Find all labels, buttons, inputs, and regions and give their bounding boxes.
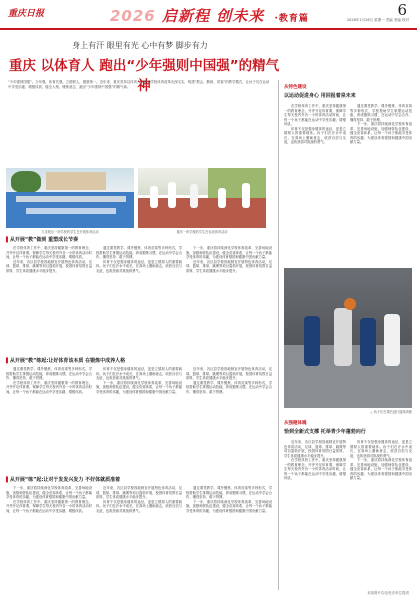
special-banner: [110, 5, 309, 26]
page-number: 6: [397, 1, 407, 19]
body-column-8: 近年来，各区县学校因地制宜开展特色体育活动，足球、篮球、排球、跳绳等项目蓬勃开展，校园体育氛围日益浓厚，学生体质健康水平稳步提升。 体育不仅是强身健体的途径，更是立德树人的重要载体。孩子们在汗水中成长，在赛场上磨砺意志，收获自信与友谊，也收获面对挑战的勇气。: [96, 486, 182, 513]
article-lead: “少年强则国强”。少年强，体育先强。立德树人，健康第一。近年来，重庆坚持以体育人，推动学校体育改革走深走实，构建“教会、勤练、常赛”的教学模式，让孩子们在运动中享受乐趣、增强体质、健全人格、锤炼意志，跑出“少年强则中国强”的精气神。: [8, 80, 270, 89]
body-column-5: 体育不仅是强身健体的途径，更是立德树人的重要载体。孩子们在汗水中成长，在赛场上磨砺意志，收获自信与友谊，也收获面对挑战的勇气。 下一步，重庆将持续深化学校体育改革，完善场地设施，加强师资队伍建设，健全竞赛体系，让每一个孩子都能享受体育的乐趣，为建设体育强国和健康中国贡献力量。: [96, 367, 182, 394]
sidebar-title-2: 从强健体魄: [284, 421, 307, 426]
article-kicker: 身上有汗 眼里有光 心中有梦 脚步有力: [72, 41, 208, 50]
sidebar-column-1: 在学校体育工作中，重庆坚持健康第一的教育理念，开齐开足体育课，保障学生每天校内外各一小时体育活动时间，让每一个孩子都能在运动中享受乐趣、增强体质。 体育不仅是强身健体的途径，更是立德树人的重要载体。孩子们在汗水中成长，在赛场上磨砺意志，收获自信与友谊，也收获面对挑战的勇气。: [284, 104, 346, 144]
sidebar-title-1: 从特色建设: [284, 85, 307, 90]
body-column-7: 下一步，重庆将持续深化学校体育改革，完善场地设施，加强师资队伍建设，健全竞赛体系，让每一个孩子都能享受体育的乐趣，为建设体育强国和健康中国贡献力量。 在学校体育工作中，重庆坚持健康第一的教育理念，开齐开足体育课，保障学生每天校内外各一小时体育活动时间，让每一个孩子都能在运动中享受乐趣、增强体质。: [6, 486, 92, 513]
photo-right-caption: 重庆一所学校的学生在参加体育活动: [176, 230, 228, 234]
body-column-6: 近年来，各区县学校因地制宜开展特色体育活动，足球、篮球、排球、跳绳等项目蓬勃开展，校园体育氛围日益浓厚，学生体质健康水平稳步提升。 通过课堂教学、课外锻炼、体育竞赛等多种形式，学校帮助学生掌握运动技能，养成锻炼习惯，在运动中学会合作、懂得坚持、敢于拼搏。: [186, 367, 272, 394]
photo-left-caption: 九龙坡区一所学校的学生在开展体育运动: [41, 230, 99, 234]
sidebar-subtitle-2: 恰到全新式支撑 托举青少年蓬勃向行: [284, 429, 366, 435]
photo-left: [6, 168, 134, 228]
banner-main: 启新程 创未来: [161, 7, 265, 25]
banner-sub: ·教育篇: [274, 14, 309, 24]
newspaper-logo: 重庆日报: [8, 9, 45, 19]
section-heading-3: ▌从开展“练”起:让对于发发兴发力 不好体就质准着: [6, 477, 121, 483]
body-column-4: 通过课堂教学、课外锻炼、体育竞赛等多种形式，学校帮助学生掌握运动技能，养成锻炼习惯，在运动中学会合作、懂得坚持、敢于拼搏。 在学校体育工作中，重庆坚持健康第一的教育理念，开齐开足体育课，保障学生每天校内外各一小时体育活动时间，让每一个孩子都能在运动中享受乐趣、增强体质。: [6, 367, 92, 394]
section-heading-1: ▌从开展“教”做到 重塑成长节奏: [6, 237, 79, 243]
photo-bottom-right: [284, 268, 412, 408]
page-footer: 本版图片均由受访单位提供: [367, 591, 409, 595]
banner-year: 2026: [110, 7, 156, 25]
article-headline: 重庆 以体育人 跑出“少年强则中国强”的精气神: [8, 58, 280, 94]
sidebar-subtitle-1: 以运动促进身心 用回报着泉未来: [284, 93, 356, 99]
body-column-2: 通过课堂教学、课外锻炼、体育竞赛等多种形式，学校帮助学生掌握运动技能，养成锻炼习惯，在运动中学会合作、懂得坚持、敢于拼搏。 体育不仅是强身健体的途径，更是立德树人的重要载体。孩子们在汗水中成长，在赛场上磨砺意志，收获自信与友谊，也收获面对挑战的勇气。: [96, 246, 182, 273]
photo-right: [138, 168, 266, 228]
dateline: 2026年1月26日 星期一 责编 美编 校对: [346, 18, 409, 22]
column-divider: [278, 80, 279, 590]
sidebar-column-2: 通过课堂教学、课外锻炼、体育竞赛等多种形式，学校帮助学生掌握运动技能，养成锻炼习惯，在运动中学会合作、懂得坚持、敢于拼搏。 下一步，重庆将持续深化学校体育改革，完善场地设施，加强师资队伍建设，健全竞赛体系，让每一个孩子都能享受体育的乐趣，为建设体育强国和健康中国贡献力量。: [350, 104, 412, 144]
section-heading-2: ▌从开展“教”练起:让好体育该本质 在锻炼中成养人格: [6, 358, 126, 364]
sidebar-column-4: 体育不仅是强身健体的途径，更是立德树人的重要载体。孩子们在汗水中成长，在赛场上磨砺意志，收获自信与友谊，也收获面对挑战的勇气。 下一步，重庆将持续深化学校体育改革，完善场地设施，加强师资队伍建设，健全竞赛体系，让每一个孩子都能享受体育的乐趣，为建设体育强国和健康中国贡献力量。: [350, 440, 412, 480]
photo-bottom-right-caption: △ 孩子们在课后进行篮球训练: [370, 410, 412, 414]
body-column-1: 在学校体育工作中，重庆坚持健康第一的教育理念，开齐开足体育课，保障学生每天校内外各一小时体育活动时间，让每一个孩子都能在运动中享受乐趣、增强体质。 近年来，各区县学校因地制宜开展特色体育活动，足球、篮球、排球、跳绳等项目蓬勃开展，校园体育氛围日益浓厚，学生体质健康水平稳步提升。: [6, 246, 92, 273]
body-column-3: 下一步，重庆将持续深化学校体育改革，完善场地设施，加强师资队伍建设，健全竞赛体系，让每一个孩子都能享受体育的乐趣，为建设体育强国和健康中国贡献力量。 近年来，各区县学校因地制宜开展特色体育活动，足球、篮球、排球、跳绳等项目蓬勃开展，校园体育氛围日益浓厚，学生体质健康水平稳步提升。: [186, 246, 272, 273]
body-column-9: 通过课堂教学、课外锻炼、体育竞赛等多种形式，学校帮助学生掌握运动技能，养成锻炼习惯，在运动中学会合作、懂得坚持、敢于拼搏。 下一步，重庆将持续深化学校体育改革，完善场地设施，加强师资队伍建设，健全竞赛体系，让每一个孩子都能享受体育的乐趣，为建设体育强国和健康中国贡献力量。: [186, 486, 272, 513]
sidebar-column-3: 近年来，各区县学校因地制宜开展特色体育活动，足球、篮球、排球、跳绳等项目蓬勃开展，校园体育氛围日益浓厚，学生体质健康水平稳步提升。 在学校体育工作中，重庆坚持健康第一的教育理念，开齐开足体育课，保障学生每天校内外各一小时体育活动时间，让每一个孩子都能在运动中享受乐趣、增强体质。: [284, 440, 346, 480]
masthead: [0, 0, 417, 30]
